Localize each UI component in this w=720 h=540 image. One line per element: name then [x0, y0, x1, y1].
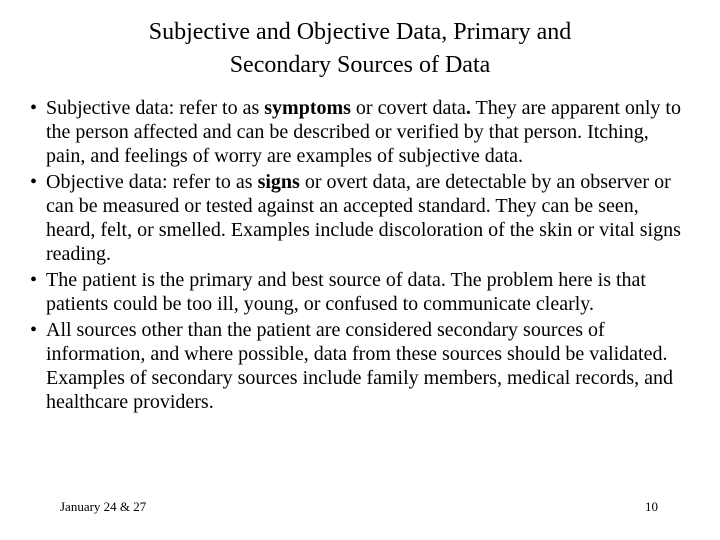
- footer-date: January 24 & 27: [60, 499, 147, 514]
- bullet-bold-term: symptoms: [264, 97, 351, 119]
- bullet-dot-icon: •: [30, 319, 38, 341]
- bullet-item-subjective-data: [30, 96, 688, 168]
- slide-title: [60, 16, 660, 82]
- bullet-item-objective-data: [30, 170, 688, 266]
- slide-title-line-2: Secondary Sources of Data: [229, 52, 491, 78]
- slide-title-line-1: Subjective and Objective Data, Primary and: [148, 19, 572, 45]
- bullet-bold-period: .: [465, 97, 471, 119]
- bullet-text-part: or covert data: [350, 97, 466, 119]
- bullet-list: [30, 96, 688, 416]
- footer-page-number: 10: [645, 499, 658, 514]
- bullet-text-part: or overt data, are detectable by an observer or can be measured or tested against an accepted standard. They can be seen, heard, felt, or smelled. Examples include discoloration of the skin or vital signs reading.: [46, 171, 681, 265]
- bullet-dot-icon: •: [30, 171, 38, 193]
- bullet-dot-icon: •: [30, 269, 38, 291]
- bullet-dot-icon: •: [30, 97, 38, 119]
- bullet-item-secondary-sources: [30, 318, 688, 414]
- bullet-text: The patient is the primary and best source of data. The problem here is that patients could be too ill, young, or confused to communicate clearly.: [46, 269, 646, 315]
- bullet-text: All sources other than the patient are considered secondary sources of information, and where possible, data from these sources should be validated. Examples of secondary sources include family members, medical records, and healthcare providers.: [46, 319, 674, 413]
- bullet-text-part: Subjective data: refer to as: [46, 97, 265, 119]
- bullet-item-primary-source: [30, 268, 688, 316]
- bullet-bold-term: signs: [257, 171, 300, 193]
- bullet-text-part: Objective data: refer to as: [46, 171, 258, 193]
- bullet-text-part: They are apparent only to the person affected and can be described or verified by that person. Itching, pain, and feelings of worry are examples of subjective data.: [46, 97, 681, 167]
